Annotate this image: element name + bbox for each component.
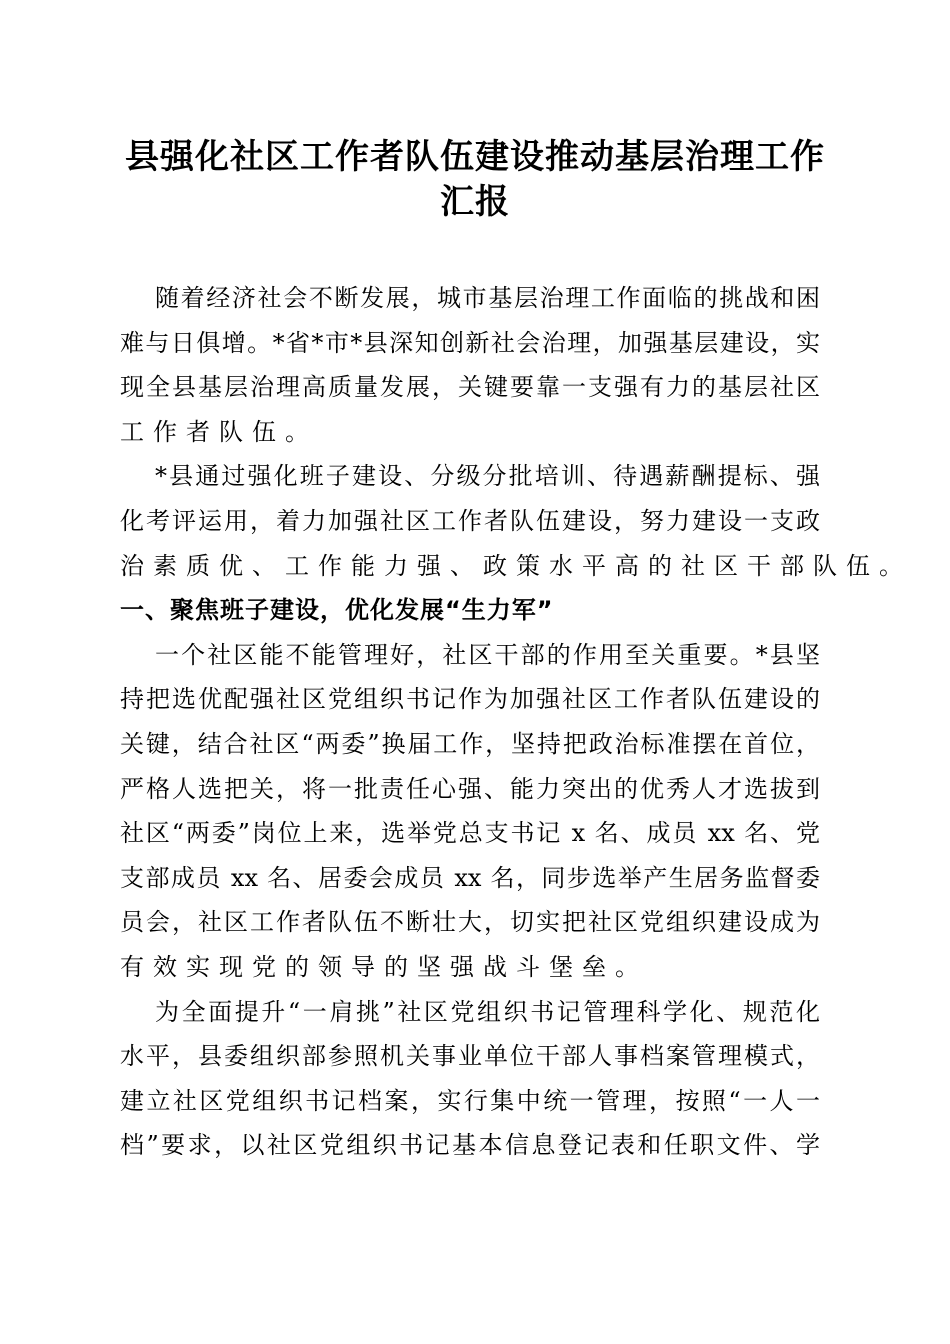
document-body bbox=[120, 276, 912, 1168]
text-line: 员会，社区工作者队伍不断壮大，切实把社区党组织建设成为 bbox=[120, 908, 820, 937]
section-heading: 一、聚焦班子建设，优化发展“生力军” bbox=[120, 596, 554, 625]
text-line: 持把选优配强社区党组织书记作为加强社区工作者队伍建设的 bbox=[120, 685, 820, 714]
text-line: 有效实现党的领导的坚强战斗堡垒。 bbox=[120, 952, 648, 981]
text-line: 一个社区能不能管理好，社区干部的作用至关重要。*县坚 bbox=[155, 640, 820, 669]
text-line: 关键，结合社区“两委”换届工作，坚持把政治标准摆在首位， bbox=[120, 729, 820, 758]
text-line: 为全面提升“一肩挑”社区党组织书记管理科学化、规范化 bbox=[155, 997, 820, 1026]
document-title-line-1: 县强化社区工作者队伍建设推动基层治理工作 bbox=[125, 137, 825, 177]
text-line: 严格人选把关，将一批责任心强、能力突出的优秀人才选拔到 bbox=[120, 774, 820, 803]
text-line: 工作者队伍。 bbox=[120, 417, 318, 446]
text-line: 社区“两委”岗位上来，选举党总支书记 x 名、成员 xx 名、党 bbox=[120, 819, 820, 848]
text-line: 建立社区党组织书记档案，实行集中统一管理，按照“一人一 bbox=[120, 1086, 820, 1115]
document-title-line-2: 汇报 bbox=[440, 182, 510, 222]
text-line: 随着经济社会不断发展，城市基层治理工作面临的挑战和困 bbox=[155, 284, 820, 312]
text-line: 水平，县委组织部参照机关事业单位干部人事档案管理模式， bbox=[120, 1042, 820, 1071]
text-line: 难与日俱增。*省*市*县深知创新社会治理，加强基层建设，实 bbox=[120, 328, 820, 357]
text-line: 化考评运用，着力加强社区工作者队伍建设，努力建设一支政 bbox=[120, 506, 820, 535]
text-line: 档”要求，以社区党组织书记基本信息登记表和任职文件、学 bbox=[120, 1131, 820, 1160]
text-line: 治素质优、工作能力强、政策水平高的社区干部队伍。 bbox=[120, 551, 912, 580]
text-line: 现全县基层治理高质量发展，关键要靠一支强有力的基层社区 bbox=[120, 373, 820, 402]
text-line: 支部成员 xx 名、居委会成员 xx 名，同步选举产生居务监督委 bbox=[120, 863, 820, 892]
text-line: *县通过强化班子建设、分级分批培训、待遇薪酬提标、强 bbox=[155, 462, 820, 491]
